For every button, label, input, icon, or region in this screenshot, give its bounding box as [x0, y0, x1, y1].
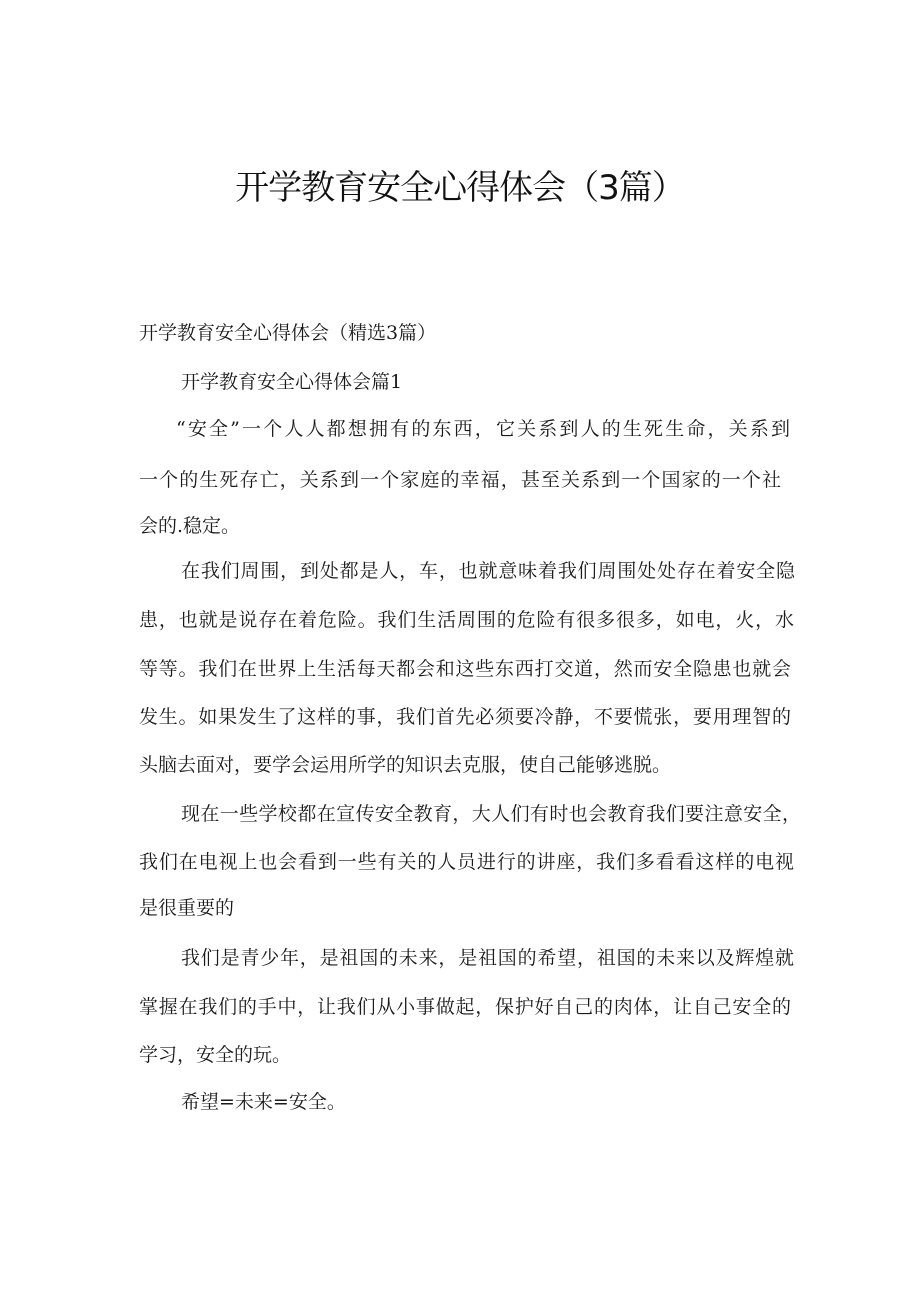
document-subtitle: 开学教育安全心得体会（精选3篇） [139, 322, 437, 344]
section-heading: 开学教育安全心得体会篇1 [181, 371, 403, 393]
paragraph-line: 发生。如果发生了这样的事，我们首先必须要冷静，不要慌张，要用理智的 [139, 706, 791, 728]
paragraph-line: 是很重要的 [139, 897, 235, 919]
document-title: 开学教育安全心得体会（3篇） [235, 168, 685, 208]
paragraph-line: 头脑去面对，要学会运用所学的知识去克服，使自己能够逃脱。 [139, 754, 672, 776]
paragraph-line: 现在一些学校都在宣传安全教育，大人们有时也会教育我们要注意安全， [181, 803, 801, 825]
paragraph-line: 患，也就是说存在着危险。我们生活周围的危险有很多很多，如电，火，水 [139, 609, 794, 631]
paragraph-line: 掌握在我们的手中，让我们从小事做起，保护好自己的肉体，让自己安全的 [139, 996, 791, 1018]
paragraph-line: 希望=未来=安全。 [181, 1091, 346, 1113]
paragraph-line: “安全”一个人人都想拥有的东西，它关系到人的生死生命，关系到 [176, 418, 790, 440]
paragraph-line: 等等。我们在世界上生活每天都会和这些东西打交道，然而安全隐患也就会 [139, 658, 791, 680]
paragraph-line: 我们是青少年，是祖国的未来，是祖国的希望，祖国的未来以及辉煌就 [181, 947, 794, 969]
paragraph-line: 在我们周围，到处都是人，车，也就意味着我们周围处处存在着安全隐 [181, 560, 795, 582]
paragraph-line: 一个的生死存亡，关系到一个家庭的幸福，甚至关系到一个国家的一个社 [139, 469, 781, 491]
paragraph-line: 会的.稳定。 [139, 515, 241, 537]
paragraph-line: 我们在电视上也会看到一些有关的人员进行的讲座，我们多看看这样的电视 [139, 851, 794, 873]
paragraph-line: 学习，安全的玩。 [139, 1044, 292, 1066]
